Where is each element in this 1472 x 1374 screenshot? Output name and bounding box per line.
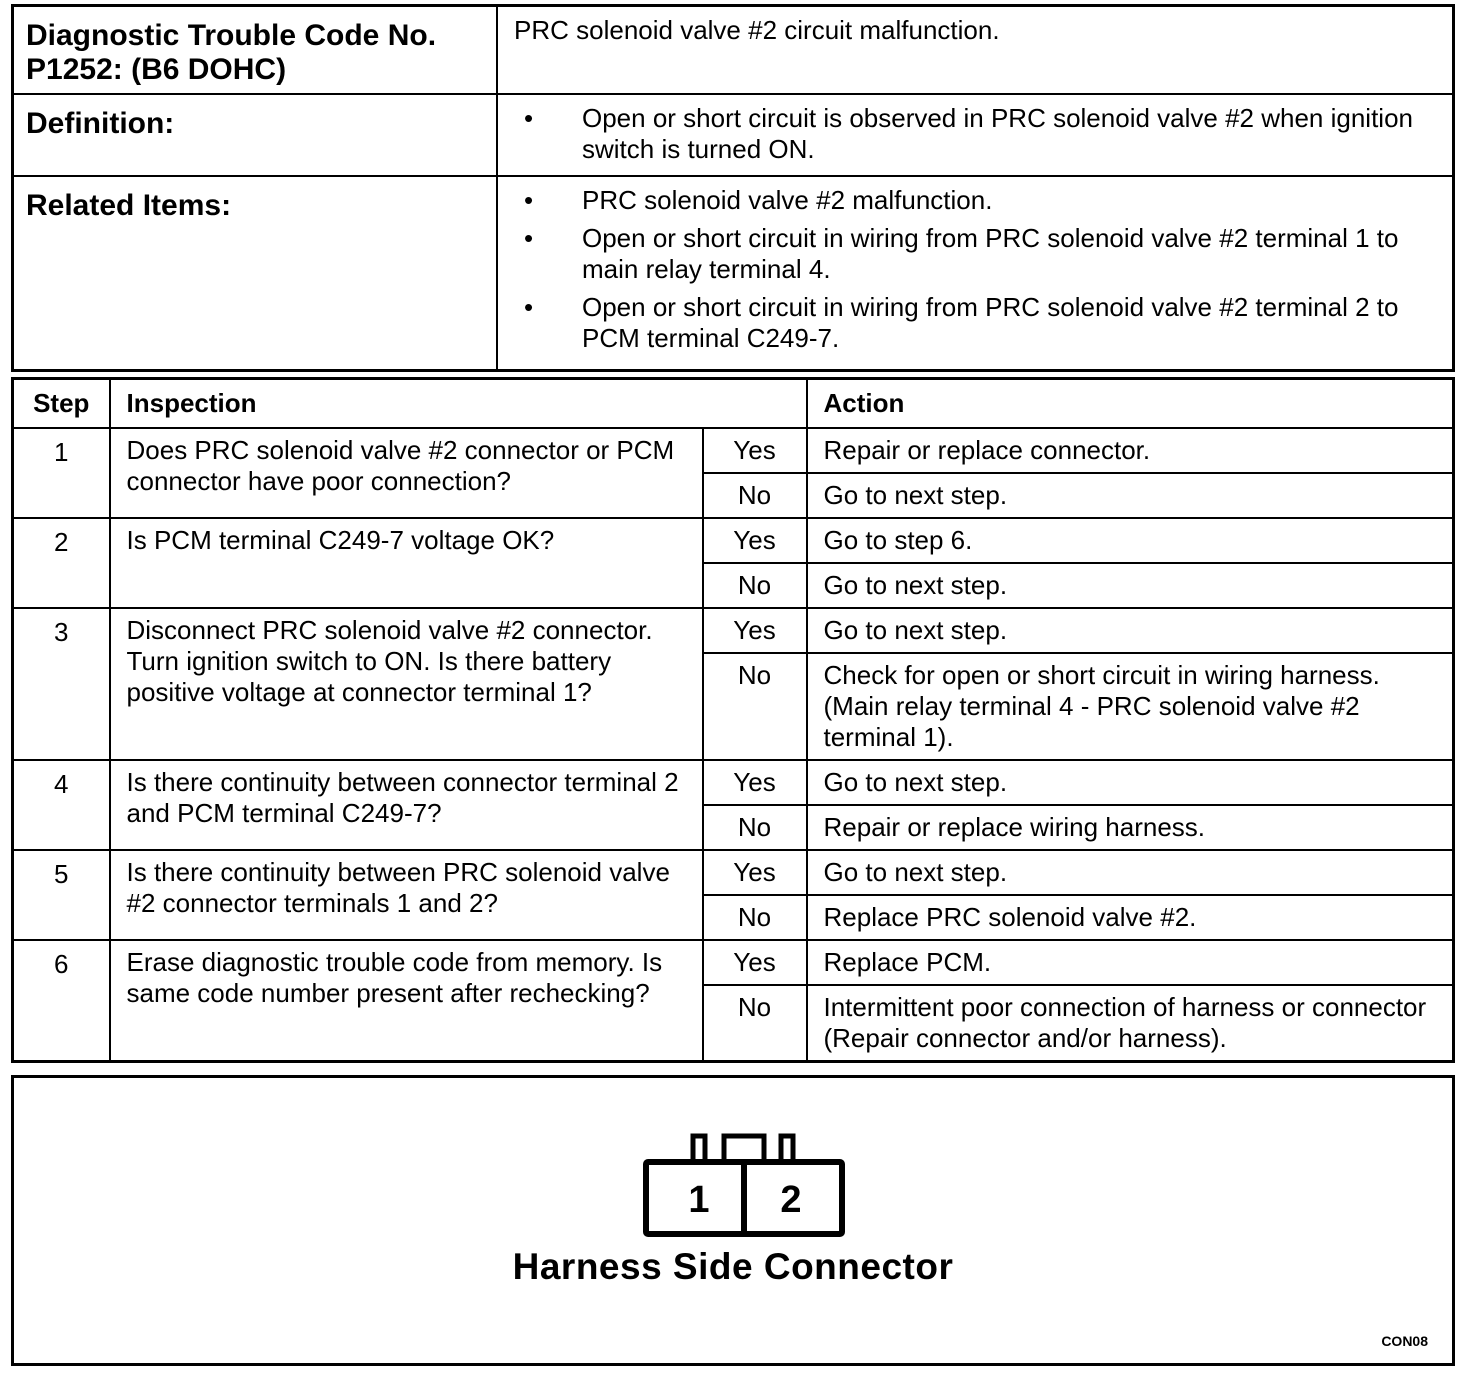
no-action: Go to next step. xyxy=(807,563,1454,608)
no-label: No xyxy=(703,653,807,760)
yes-label: Yes xyxy=(703,518,807,563)
step-inspection: Does PRC solenoid valve #2 connector or PCM connector have poor connection? xyxy=(110,428,703,518)
connector-caption: Harness Side Connector xyxy=(512,1246,954,1287)
bullet: • xyxy=(524,103,534,133)
inspection-steps-table xyxy=(11,377,1455,1063)
related-item-text: Open or short circuit in wiring from PRC solenoid valve #2 terminal 1 to main relay terminal 4. xyxy=(582,223,1399,284)
figure-code: CON08 xyxy=(1381,1333,1428,1349)
yes-action: Go to next step. xyxy=(807,608,1454,653)
step-row-yes xyxy=(13,608,1454,653)
yes-action: Replace PCM. xyxy=(807,940,1454,985)
related-item-text: PRC solenoid valve #2 malfunction. xyxy=(582,185,993,215)
step-number: 3 xyxy=(13,608,110,760)
connector-tab-right xyxy=(781,1136,793,1160)
bullet: • xyxy=(524,292,534,322)
no-label: No xyxy=(703,473,807,518)
connector-lock-tab xyxy=(724,1136,764,1162)
related-item xyxy=(514,185,1438,216)
step-number: 1 xyxy=(13,428,110,518)
step-inspection: Is there continuity between connector terminal 2 and PCM terminal C249-7? xyxy=(110,760,703,850)
bullet: • xyxy=(524,185,534,215)
inspection-header: Inspection xyxy=(110,379,807,429)
yes-label: Yes xyxy=(703,940,807,985)
step-number: 4 xyxy=(13,760,110,850)
yes-label: Yes xyxy=(703,428,807,473)
yes-action: Repair or replace connector. xyxy=(807,428,1454,473)
terminal-2-label: 2 xyxy=(780,1179,802,1221)
definition-label: Definition: xyxy=(13,94,498,176)
related-items-label: Related Items: xyxy=(13,176,498,371)
no-action: Check for open or short circuit in wiring harness. (Main relay terminal 4 - PRC solenoid valve #2 terminal 1). xyxy=(807,653,1454,760)
no-label: No xyxy=(703,805,807,850)
related-items-list xyxy=(497,176,1454,371)
step-row-yes xyxy=(13,518,1454,563)
step-inspection: Is there continuity between PRC solenoid valve #2 connector terminals 1 and 2? xyxy=(110,850,703,940)
no-label: No xyxy=(703,895,807,940)
step-number: 5 xyxy=(13,850,110,940)
steps-header-row xyxy=(13,379,1454,429)
definition-item-text: Open or short circuit is observed in PRC solenoid valve #2 when ignition switch is turned ON. xyxy=(582,103,1413,164)
yes-action: Go to next step. xyxy=(807,760,1454,805)
yes-action: Go to step 6. xyxy=(807,518,1454,563)
related-item xyxy=(514,223,1438,285)
step-number: 2 xyxy=(13,518,110,608)
no-label: No xyxy=(703,985,807,1062)
step-inspection: Erase diagnostic trouble code from memory. Is same code number present after rechecking? xyxy=(110,940,703,1062)
yes-action: Go to next step. xyxy=(807,850,1454,895)
no-action: Replace PRC solenoid valve #2. xyxy=(807,895,1454,940)
dtc-info-table xyxy=(11,4,1455,372)
dtc-code-value: PRC solenoid valve #2 circuit malfunction. xyxy=(497,6,1454,95)
action-header: Action xyxy=(807,379,1454,429)
no-action: Intermittent poor connection of harness or connector (Repair connector and/or harness). xyxy=(807,985,1454,1062)
step-inspection: Disconnect PRC solenoid valve #2 connector. Turn ignition switch to ON. Is there battery positive voltage at connector terminal 1? xyxy=(110,608,703,760)
step-number: 6 xyxy=(13,940,110,1062)
bullet: • xyxy=(524,223,534,253)
step-inspection: Is PCM terminal C249-7 voltage OK? xyxy=(110,518,703,608)
connector-diagram-panel xyxy=(11,1075,1455,1366)
yes-label: Yes xyxy=(703,760,807,805)
related-item-text: Open or short circuit in wiring from PRC solenoid valve #2 terminal 2 to PCM terminal C249-7. xyxy=(582,292,1399,353)
no-action: Go to next step. xyxy=(807,473,1454,518)
related-item xyxy=(514,292,1438,354)
dtc-definition-row xyxy=(13,94,1454,176)
definition-list xyxy=(497,94,1454,176)
dtc-code-row xyxy=(13,6,1454,95)
no-label: No xyxy=(703,563,807,608)
dtc-related-row xyxy=(13,176,1454,371)
step-header: Step xyxy=(13,379,110,429)
step-row-yes xyxy=(13,428,1454,473)
definition-item xyxy=(514,103,1438,165)
yes-label: Yes xyxy=(703,850,807,895)
step-row-yes xyxy=(13,940,1454,985)
step-row-yes xyxy=(13,850,1454,895)
yes-label: Yes xyxy=(703,608,807,653)
no-action: Repair or replace wiring harness. xyxy=(807,805,1454,850)
harness-connector-diagram xyxy=(641,1130,847,1240)
step-row-yes xyxy=(13,760,1454,805)
terminal-1-label: 1 xyxy=(688,1179,710,1221)
connector-tab-left xyxy=(693,1136,705,1160)
dtc-code-label: Diagnostic Trouble Code No. P1252: (B6 DOHC) xyxy=(13,6,498,95)
